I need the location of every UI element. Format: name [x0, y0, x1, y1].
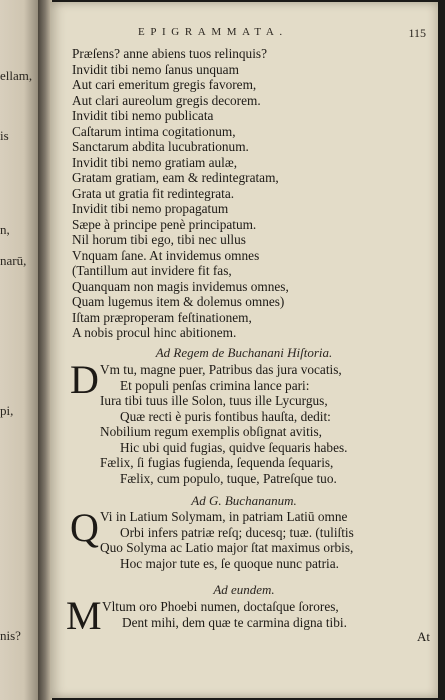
verse-line: Quo Solyma ac Latio major ſtat maximus orbis,: [100, 540, 354, 555]
poem-heading-ad-regem: Ad Regem de Buchanani Hiſtoria.: [155, 345, 333, 360]
verse-line: Hic ubi quid fugias, quidve ſequaris habes.: [120, 439, 348, 455]
verse-line: Quæ recti è puris fontibus hauſta, dedit:: [120, 408, 331, 424]
verse-line: Invidit tibi nemo propagatum: [72, 201, 229, 216]
drop-cap-d: D: [70, 357, 99, 402]
poem-heading-ad-eundem: Ad eundem.: [213, 582, 275, 597]
verse-line: Aut cari emeritum gregis favorem,: [72, 77, 257, 92]
verse-line: Præſens? anne abiens tuos relinquis?: [72, 46, 267, 61]
verse-line: Vltum oro Phoebi numen, doctaſque ſorores,: [102, 599, 339, 614]
verse-line: Invidit tibi nemo ſanus unquam: [72, 61, 239, 77]
verse-line: Fælix, cum populo, tuque, Patreſque tuo.: [120, 470, 337, 486]
verse-line: Aut clari aureolum gregis decorem.: [72, 92, 261, 108]
verse-line: Nobilium regum exemplis obſignat avitis,: [100, 424, 322, 439]
poem-ad-eundem: [102, 599, 432, 630]
verse-line: Nil horum tibi ego, tibi nec ullus: [72, 232, 246, 247]
page-number: 115: [408, 26, 426, 40]
verse-line: Vi in Latium Solymam, in patriam Latiū omne: [100, 509, 348, 524]
verse-line: Quanquam non magis invidemus omnes,: [72, 278, 289, 294]
verse-line: (Tantillum aut invidere fit fas,: [72, 263, 232, 278]
verse-line: Grata ut gratia fit redintegrata.: [72, 185, 235, 201]
facing-page-fragment: ellam,: [0, 68, 33, 83]
verse-line: Iura tibi tuus ille Solon, tuus ille Lycurgus,: [100, 393, 328, 408]
verse-line: Vm tu, magne puer, Patribus das jura vocatis,: [100, 362, 342, 377]
verse-line: Dent mihi, dem quæ te carmina digna tibi.: [122, 614, 347, 630]
poem-continuation: [72, 46, 432, 341]
book-page: [50, 2, 438, 698]
page-header: [138, 26, 428, 44]
verse-line: Iſtam præproperam feſtinationem,: [72, 309, 252, 325]
facing-page-fragment: narū,: [0, 253, 27, 268]
catchword: At: [417, 629, 430, 644]
verse-line: Et populi penſas crimina lance pari:: [120, 377, 310, 393]
verse-line: Hoc major tute es, ſe quoque nunc patria.: [120, 555, 339, 571]
verse-line: Quam lugemus item & dolemus omnes): [72, 294, 285, 309]
verse-line: Gratam gratiam, eam & redintegratam,: [72, 170, 279, 185]
facing-page-fragment: pi,: [0, 403, 14, 418]
verse-line: Fælix, ſi fugias fugienda, ſequenda ſequaris,: [100, 455, 334, 470]
facing-page: [0, 0, 40, 700]
verse-line: Orbi infers patriæ reſq; ducesq; tuæ. (tuliſtis: [120, 524, 354, 540]
facing-page-fragment: n,: [0, 222, 10, 237]
poem-heading-ad-buchananum: Ad G. Buchananum.: [191, 493, 297, 508]
drop-cap-m: M: [66, 593, 102, 638]
facing-page-fragment: nis?: [0, 628, 21, 643]
verse-line: Invidit tibi nemo publicata: [72, 108, 214, 123]
verse-line: Caſtarum intima cogitationum,: [72, 123, 236, 139]
verse-line: Invidit tibi nemo gratiam aulæ,: [72, 154, 238, 170]
poem-ad-regem: [100, 362, 432, 486]
verse-line: Sæpe à principe penè principatum.: [72, 216, 257, 232]
poem-ad-buchananum: [100, 509, 432, 571]
verse-line: Vnquam ſane. At invidemus omnes: [72, 247, 260, 263]
verse-line: Sanctarum abdita lucubrationum.: [72, 139, 249, 154]
running-title: EPIGRAMMATA.: [138, 26, 288, 38]
verse-line: A nobis procul hinc abitionem.: [72, 325, 237, 340]
facing-page-fragment: is: [0, 128, 9, 143]
drop-cap-q: Q: [70, 505, 99, 550]
